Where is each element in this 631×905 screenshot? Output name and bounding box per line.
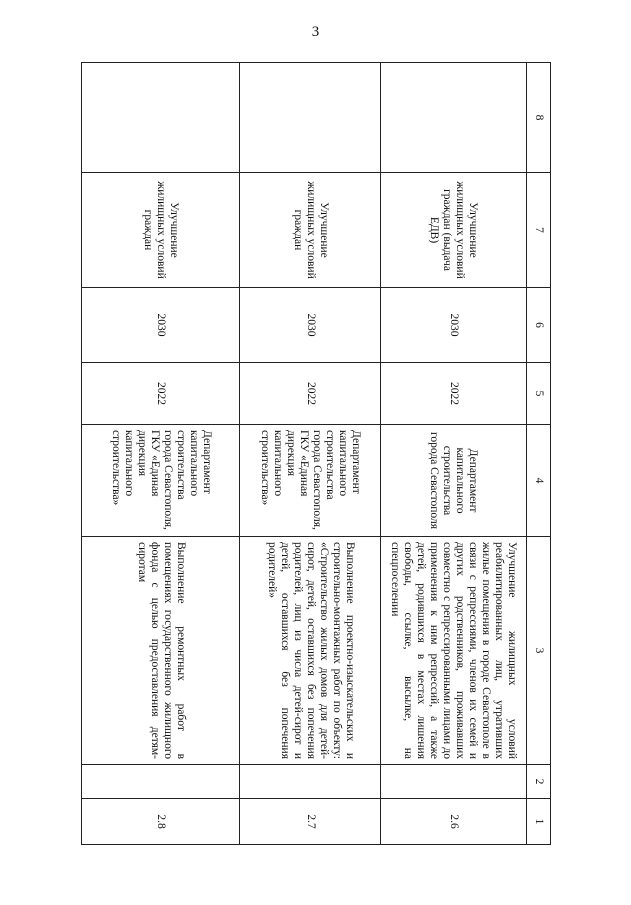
header-col-1: 1: [526, 799, 550, 845]
start-year-cell: 2022: [380, 363, 526, 425]
result-cell: [380, 63, 526, 173]
header-row: [526, 63, 550, 845]
expected-result-cell: Улучшение жилищных условий граждан: [82, 173, 240, 288]
col2-cell: [82, 765, 240, 799]
end-year-cell: 2030: [82, 288, 240, 363]
header-col-8: 8: [526, 63, 550, 173]
rotated-table-container: [81, 62, 551, 844]
measure-description-cell: Улучшение жилищных условий реабилитированных лиц, утративших жилые помещения в городе Севастополе в связи с репрессиями, членов их семей и других родственников, проживавших совместно с репрессированными лицами до применения к ним репрессий, а также детей, родившихся в местах лишения свободы, ссылке, высылке, на спецпоселении: [380, 537, 526, 765]
start-year-cell: 2022: [240, 363, 380, 425]
expected-result-cell: Улучшение жилищных условий граждан: [240, 173, 380, 288]
page-number: 3: [311, 24, 320, 40]
expected-result-cell: Улучшение жилищных условий граждан (выдача ЕДВ): [380, 173, 526, 288]
measure-description-cell: Выполнение ремонтных работ в помещениях государственного жилищного фонда с целью предоставления детям-сиротам: [82, 537, 240, 765]
header-col-5: 5: [526, 363, 550, 425]
row-number-cell: 2.8: [82, 799, 240, 845]
result-cell: [240, 63, 380, 173]
start-year-cell: 2022: [82, 363, 240, 425]
measure-description-cell: Выполнение проектно-изыскательских и строительно-монтажных работ по объекту: «Строительство жилых домов для детей-сирот, детей, оставшихся без попечения родителей, лиц из числа детей-сирот и детей, оставшихся без попечения родителей»: [240, 537, 380, 765]
header-col-3: 3: [526, 537, 550, 765]
header-col-7: 7: [526, 173, 550, 288]
row-number-cell: 2.6: [380, 799, 526, 845]
executor-cell: Департамент капитального строительства города Севастополя, ГКУ «Единая дирекция капитального строительства»: [240, 425, 380, 537]
result-cell: [82, 63, 240, 173]
executor-cell: Департамент капитального строительства города Севастополя, ГКУ «Единая дирекция капитального строительства»: [82, 425, 240, 537]
executor-cell: Департамент капитального строительства города Севастополя: [380, 425, 526, 537]
end-year-cell: 2030: [240, 288, 380, 363]
table-row: [82, 63, 240, 845]
measures-table: [81, 62, 551, 845]
table-row: [240, 63, 380, 845]
col2-cell: [380, 765, 526, 799]
col2-cell: [240, 765, 380, 799]
header-col-2: 2: [526, 765, 550, 799]
end-year-cell: 2030: [380, 288, 526, 363]
header-col-4: 4: [526, 425, 550, 537]
row-number-cell: 2.7: [240, 799, 380, 845]
header-col-6: 6: [526, 288, 550, 363]
table-row: [380, 63, 526, 845]
